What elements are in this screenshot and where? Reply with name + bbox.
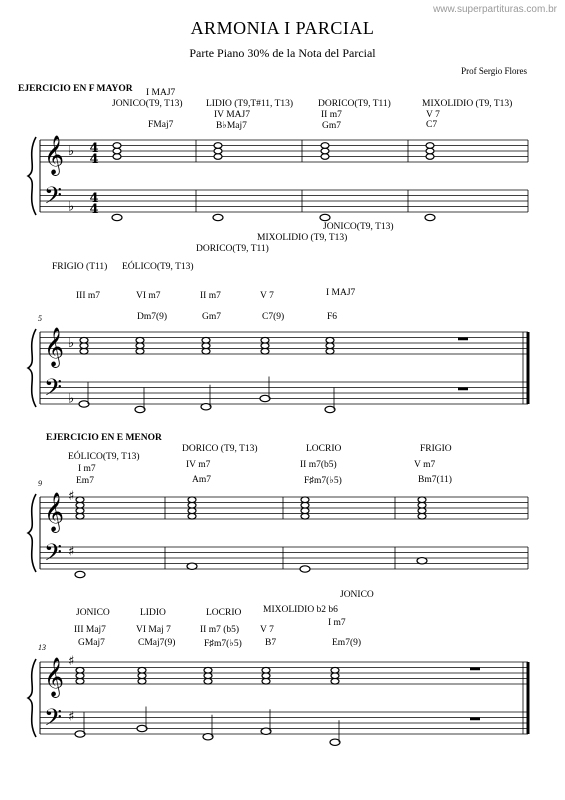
notehead bbox=[214, 154, 222, 160]
notehead bbox=[76, 667, 84, 673]
notehead bbox=[261, 343, 269, 349]
notehead bbox=[418, 502, 426, 508]
mode-label: LIDIO (T9,T#11, T13) bbox=[206, 99, 294, 109]
mode-label: JONICO(T9, T13) bbox=[323, 222, 394, 232]
degree-label: V m7 bbox=[414, 460, 436, 470]
key-sharp: ♯ bbox=[68, 709, 75, 725]
notehead bbox=[135, 406, 145, 412]
notehead bbox=[136, 348, 144, 354]
notehead bbox=[202, 337, 210, 343]
notehead bbox=[138, 667, 146, 673]
notehead bbox=[331, 678, 339, 684]
notehead bbox=[321, 143, 329, 149]
mode-label: EÓLICO(T9, T13) bbox=[68, 452, 140, 462]
degree-label: V 7 bbox=[260, 291, 274, 301]
chord-symbol: Em7(9) bbox=[332, 638, 362, 648]
mode-label: LIDIO bbox=[140, 608, 166, 618]
whole-rest bbox=[458, 338, 468, 341]
notehead bbox=[75, 731, 85, 737]
mode-label: MIXOLIDIO b2 b6 bbox=[263, 605, 338, 615]
brace bbox=[28, 329, 36, 407]
notehead bbox=[418, 513, 426, 519]
notehead bbox=[204, 667, 212, 673]
degree-label: VI m7 bbox=[136, 291, 161, 301]
notehead bbox=[330, 739, 340, 745]
mode-label: MIXOLIDIO (T9, T13) bbox=[422, 99, 513, 109]
chord-symbol: Gm7 bbox=[322, 121, 341, 131]
notehead bbox=[113, 154, 121, 160]
key-flat: ♭ bbox=[68, 144, 75, 159]
notehead bbox=[76, 513, 84, 519]
degree-label: III Maj7 bbox=[74, 625, 106, 635]
notehead bbox=[80, 343, 88, 349]
measure-number: 9 bbox=[38, 479, 42, 488]
bass-clef: 𝄢 bbox=[44, 538, 63, 572]
notehead bbox=[417, 558, 427, 564]
notehead bbox=[301, 513, 309, 519]
key-sharp: ♯ bbox=[68, 654, 75, 669]
degree-label: I m7 bbox=[78, 464, 96, 474]
notehead bbox=[301, 497, 309, 503]
notehead bbox=[418, 508, 426, 514]
bass-clef: 𝄢 bbox=[44, 373, 63, 407]
chord-symbol: C7 bbox=[426, 120, 438, 130]
section-heading-e-minor: EJERCICIO EN E MENOR bbox=[46, 433, 162, 443]
degree-label: IV MAJ7 bbox=[214, 110, 250, 120]
time-signature: 4 bbox=[89, 191, 99, 206]
bass-clef: 𝄢 bbox=[44, 703, 63, 737]
degree-label: II m7 bbox=[321, 110, 342, 120]
key-flat: ♭ bbox=[68, 199, 75, 215]
time-signature: 4 bbox=[89, 152, 99, 167]
treble-clef: 𝄞 bbox=[44, 327, 65, 367]
key-sharp: ♯ bbox=[68, 544, 75, 560]
treble-clef: 𝄞 bbox=[44, 492, 65, 532]
degree-label: I MAJ7 bbox=[146, 88, 176, 98]
whole-rest bbox=[470, 718, 480, 721]
notehead bbox=[331, 673, 339, 679]
notehead bbox=[321, 148, 329, 154]
notehead bbox=[76, 673, 84, 679]
brace bbox=[28, 137, 36, 215]
brace bbox=[28, 659, 36, 737]
section-heading-f-major: EJERCICIO EN F MAYOR bbox=[18, 84, 133, 94]
notehead bbox=[418, 497, 426, 503]
key-sharp: ♯ bbox=[68, 489, 75, 504]
notehead bbox=[204, 678, 212, 684]
degree-label: II m7(b5) bbox=[300, 460, 337, 470]
mode-label: DORICO(T9, T11) bbox=[196, 244, 269, 254]
chord-symbol: B7 bbox=[265, 638, 277, 648]
chord-symbol: Am7 bbox=[192, 475, 211, 485]
notehead bbox=[262, 678, 270, 684]
mode-label: DORICO (T9, T13) bbox=[182, 444, 258, 454]
mode-label: MIXOLIDIO (T9, T13) bbox=[257, 233, 348, 243]
notehead bbox=[202, 343, 210, 349]
notehead bbox=[138, 678, 146, 684]
notehead bbox=[261, 337, 269, 343]
mode-label: FRIGIO bbox=[420, 444, 452, 454]
notehead bbox=[76, 678, 84, 684]
notehead bbox=[202, 348, 210, 354]
bass-clef: 𝄢 bbox=[44, 181, 63, 215]
degree-label: III m7 bbox=[76, 291, 101, 301]
degree-label: I MAJ7 bbox=[326, 288, 356, 298]
notehead bbox=[204, 673, 212, 679]
chord-symbol: F6 bbox=[327, 312, 338, 322]
chord-symbol: Dm7(9) bbox=[137, 312, 168, 322]
notehead bbox=[76, 497, 84, 503]
time-signature: 4 bbox=[89, 202, 99, 217]
notehead bbox=[138, 673, 146, 679]
score-subtitle: Parte Piano 30% de la Nota del Parcial bbox=[189, 46, 376, 60]
key-flat: ♭ bbox=[68, 336, 75, 351]
notehead bbox=[76, 502, 84, 508]
mode-label: EÓLICO(T9, T13) bbox=[122, 262, 194, 272]
key-flat: ♭ bbox=[68, 391, 75, 407]
degree-label: I m7 bbox=[328, 618, 346, 628]
brace bbox=[28, 494, 36, 572]
measure-number: 5 bbox=[38, 314, 42, 323]
notehead bbox=[301, 508, 309, 514]
degree-label: IV m7 bbox=[186, 460, 211, 470]
notehead bbox=[425, 214, 435, 220]
whole-rest bbox=[458, 388, 468, 391]
notehead bbox=[188, 513, 196, 519]
notehead bbox=[188, 497, 196, 503]
degree-label: VI Maj 7 bbox=[136, 625, 171, 635]
notehead bbox=[326, 337, 334, 343]
chord-symbol: FMaj7 bbox=[148, 120, 174, 130]
notehead bbox=[112, 214, 122, 220]
notehead bbox=[214, 148, 222, 154]
notehead bbox=[201, 404, 211, 410]
mode-label: JONICO bbox=[340, 590, 374, 600]
whole-rest bbox=[470, 668, 480, 671]
notehead bbox=[262, 673, 270, 679]
notehead bbox=[76, 508, 84, 514]
chord-symbol: CMaj7(9) bbox=[138, 638, 176, 648]
degree-label: V 7 bbox=[426, 110, 440, 120]
chord-symbol: F♯m7(♭5) bbox=[204, 639, 242, 649]
notehead bbox=[214, 143, 222, 149]
notehead bbox=[203, 734, 213, 740]
notehead bbox=[261, 348, 269, 354]
time-signature: 4 bbox=[89, 141, 99, 156]
chord-symbol: Bm7(11) bbox=[418, 475, 452, 485]
notehead bbox=[188, 502, 196, 508]
notehead bbox=[300, 566, 310, 572]
chord-symbol: F♯m7(♭5) bbox=[304, 476, 342, 486]
notehead bbox=[113, 143, 121, 149]
chord-symbol: B♭Maj7 bbox=[216, 121, 247, 131]
chord-symbol: Gm7 bbox=[202, 312, 221, 322]
notehead bbox=[262, 667, 270, 673]
notehead bbox=[80, 348, 88, 354]
mode-label: JONICO bbox=[76, 608, 110, 618]
degree-label: V 7 bbox=[260, 625, 274, 635]
mode-label: LOCRIO bbox=[206, 608, 242, 618]
mode-label: LOCRIO bbox=[306, 444, 342, 454]
notehead bbox=[320, 214, 330, 220]
notehead bbox=[326, 343, 334, 349]
watermark: www.superpartituras.com.br bbox=[433, 4, 557, 15]
notehead bbox=[426, 154, 434, 160]
notehead bbox=[261, 728, 271, 734]
chord-symbol: C7(9) bbox=[262, 312, 285, 322]
mode-label: DORICO(T9, T11) bbox=[318, 99, 391, 109]
notehead bbox=[213, 214, 223, 220]
notehead bbox=[113, 148, 121, 154]
mode-label: FRIGIO (T11) bbox=[52, 262, 108, 272]
mode-label: JONICO(T9, T13) bbox=[112, 99, 183, 109]
notehead bbox=[325, 406, 335, 412]
notehead bbox=[136, 343, 144, 349]
chord-symbol: Em7 bbox=[76, 476, 94, 486]
notehead bbox=[326, 348, 334, 354]
notehead bbox=[426, 143, 434, 149]
notehead bbox=[80, 337, 88, 343]
notehead bbox=[136, 337, 144, 343]
composer-credit: Prof Sergio Flores bbox=[461, 66, 527, 76]
notehead bbox=[75, 571, 85, 577]
notehead bbox=[188, 508, 196, 514]
notehead bbox=[301, 502, 309, 508]
treble-clef: 𝄞 bbox=[44, 135, 65, 175]
degree-label: II m7 (b5) bbox=[200, 625, 240, 635]
treble-clef: 𝄞 bbox=[44, 657, 65, 697]
notehead bbox=[321, 154, 329, 160]
notehead bbox=[137, 725, 147, 731]
notehead bbox=[331, 667, 339, 673]
degree-label: II m7 bbox=[200, 291, 221, 301]
notehead bbox=[79, 401, 89, 407]
notehead bbox=[426, 148, 434, 154]
measure-number: 13 bbox=[38, 643, 46, 652]
chord-symbol: GMaj7 bbox=[78, 638, 105, 648]
notehead bbox=[187, 563, 197, 569]
notehead bbox=[260, 395, 270, 401]
score-title: ARMONIA I PARCIAL bbox=[190, 18, 375, 38]
